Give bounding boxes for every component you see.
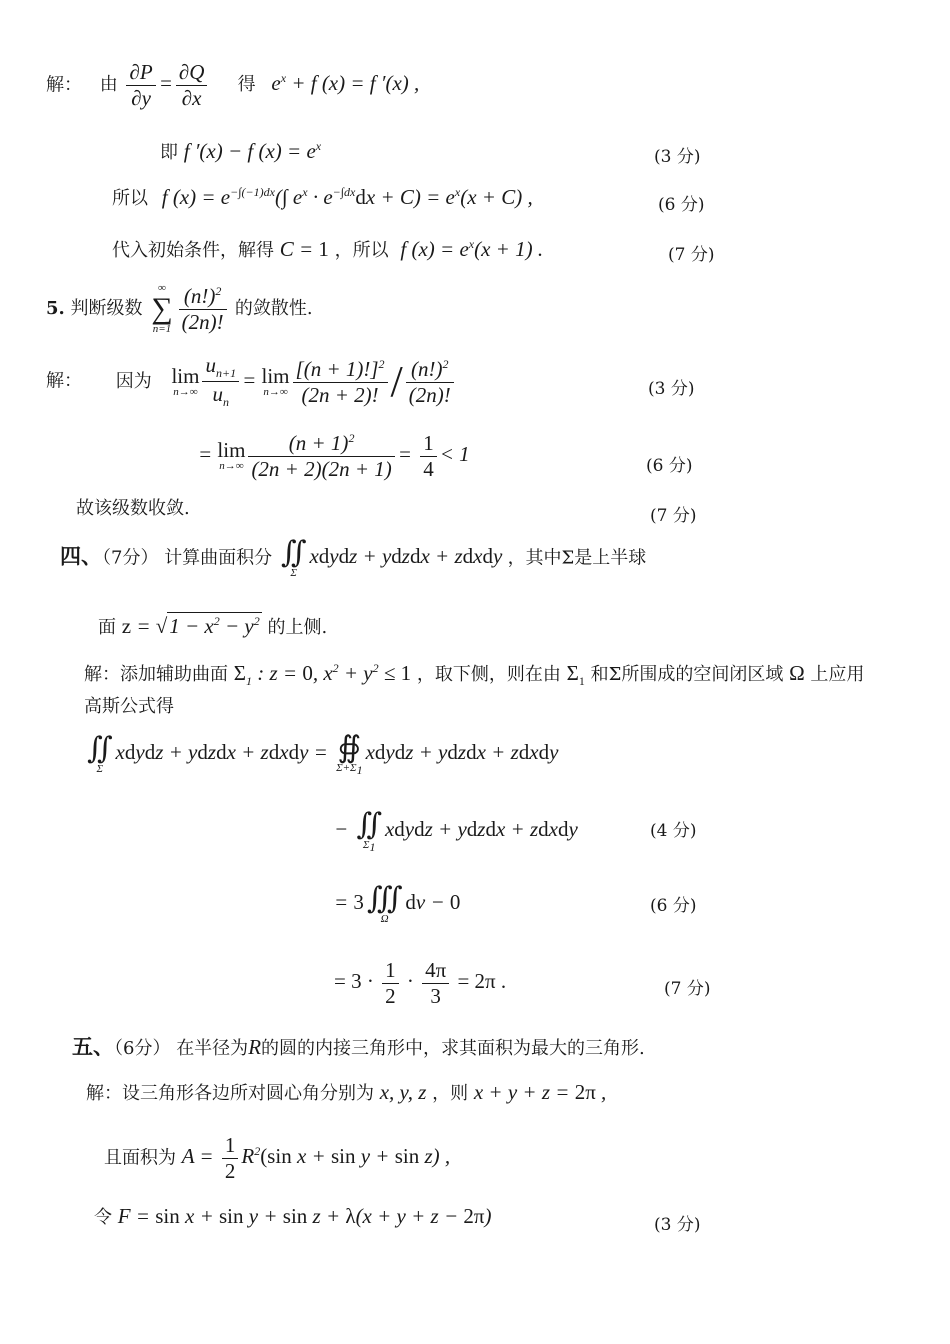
q-five-prompt-text-b: 的圆的内接三角形中，求其面积为最大的三角形.	[261, 1038, 645, 1059]
text-initial-condition: 代入初始条件，解得	[112, 240, 274, 261]
formula-gauss-minus: − ∬ $\Sigma_1$ xdydz + ydzdx + zdxdy	[334, 808, 578, 855]
score-mark: (3 分)	[654, 1215, 701, 1235]
q-five-solution-text-a: 解：设三角形各边所对圆心角分别为	[86, 1083, 374, 1104]
question-heading: 五、	[72, 1034, 114, 1059]
formula-angles: x, y, z	[379, 1080, 427, 1104]
formula-ode-rewritten: f ′(x) − f $(x) = e^x$	[183, 139, 322, 163]
formula-lagrange: F = sin x + sin y + sin z + λ(x + y + z − 2π)	[117, 1204, 492, 1228]
q4-solution-line1	[46, 62, 419, 109]
q5-solution-line2	[198, 432, 470, 480]
score-mark: (7 分)	[650, 506, 697, 526]
q-four-gauss-line2	[334, 810, 578, 853]
formula-angle-sum: x + y + z = 2π ,	[473, 1080, 607, 1104]
formula-c-value: C = 1	[279, 237, 329, 261]
formula-triple-integral: = 3 ∭ Ω dv − 0	[334, 882, 461, 925]
formula-result: = 3 · $\frac{1}{2}$ · $\frac{4\pi}{3}$ = 2π .	[334, 958, 507, 1008]
formula-ode: $e^x + f$ (x) = f ′(x) ,	[271, 71, 420, 96]
formula-ratio-test: lim n→∞ $\frac{u_{n+1}}{u_n}$ = lim n→∞ $\frac{[(n + 1)!]^2}{(2n + 2)!}$ / $\frac{(n!)^2}{(2n)!}$	[171, 368, 456, 392]
text-because: 因为	[115, 370, 152, 392]
question-heading: 四、	[60, 543, 102, 569]
score-mark: (6 分)	[650, 896, 697, 916]
formula-gauss-lhs: ∬ Σ xdydz + ydzdx + zdxdy = ∯ $\Sigma+\Sigma_1$ xdydz + ydzdx + zdxdy	[87, 731, 559, 778]
formula-limit-value: = lim n→∞ $\frac{(n + 1)^2}{(2n + 2)(2n + 1)}$ = $\frac{1}{4}$ < 1	[198, 430, 470, 481]
solution-label: 解：	[46, 370, 82, 392]
score-mark: (6 分)	[646, 456, 693, 476]
score-mark: (7 分)	[668, 245, 715, 265]
q-four-prompt-text-d: 的上侧.	[267, 617, 328, 638]
score-mark: (7 分)	[664, 979, 711, 999]
q4-solution-line2	[160, 140, 321, 162]
q-four-solution-text-d: 上应用	[810, 664, 865, 685]
q4-solution-line4	[112, 238, 543, 260]
q-four-prompt-text-b: ，其中Σ是上半球	[507, 547, 647, 569]
q5-solution-line1	[46, 355, 457, 408]
q-five-solution-line2	[104, 1135, 450, 1182]
q5-prompt-text-a: 判断级数	[70, 297, 143, 319]
text-get: 得	[237, 74, 256, 96]
q-four-solution-text-b: ，取下侧，则在由	[416, 664, 561, 685]
formula-hemisphere: $z = √1 - x^2 - y^2$	[121, 614, 260, 638]
q-four-gauss-line4	[334, 960, 506, 1007]
q-five-prompt-text-a: 在半径为	[176, 1038, 249, 1059]
text-so2: ，所以	[334, 240, 389, 261]
solution-label: 解：	[46, 74, 82, 96]
formula-condition: $\frac{\partial P}{\partial y}$ = $\frac{\partial Q}{\partial x}$	[123, 71, 215, 95]
q-four-prompt-text-c: 面	[98, 617, 116, 638]
q5-conclusion: 故该级数收敛.	[76, 498, 190, 519]
text-ie: 即	[160, 142, 178, 163]
question-points: （7分）	[102, 547, 159, 569]
q-five-solution-line1	[86, 1082, 606, 1103]
q-four-prompt-line2	[98, 612, 327, 637]
q-four-prompt	[60, 538, 646, 579]
text-by: 由	[99, 74, 118, 96]
score-mark: (4 分)	[650, 821, 697, 841]
q-four-prompt-text-a: 计算曲面积分	[164, 547, 273, 569]
formula-sigma1: $\Sigma_1$	[566, 661, 585, 689]
q-five-prompt	[72, 1036, 645, 1058]
q-four-solution-text-a: 解：添加辅助曲面	[84, 664, 228, 685]
score-mark: (6 分)	[658, 195, 705, 215]
question-number: 5	[46, 297, 59, 319]
formula-particular-solution: f $(x) = e^x(x + 1)$ .	[400, 237, 544, 261]
q-five-solution-line3	[94, 1206, 492, 1227]
formula-surface-integral: ∬ Σ xdydz + ydzdx + zdxdy	[280, 536, 508, 579]
formula-omega: Ω	[789, 661, 805, 685]
q-four-gauss-line3	[334, 884, 460, 925]
q-four-solution-text-c: 和Σ所围成的空间闭区域	[590, 664, 784, 685]
q-four-solution-line2: 高斯公式得	[84, 696, 174, 717]
question-points: （6分）	[114, 1038, 171, 1059]
q5-prompt-text-b: 的敛散性.	[234, 297, 313, 319]
formula-general-solution: f $(x) = e^{-\int(-1)dx}(\int$ $e^x \cdot e^{-\int dx}dx + C) = e^x(x + C)$ ,	[161, 185, 533, 209]
q-five-let-text: 令	[94, 1207, 112, 1228]
score-mark: (3 分)	[648, 379, 695, 399]
formula-area: A = $\frac{1}{2}$ $R^2(\sin$ x + sin y + sin z) ,	[181, 1133, 451, 1183]
q-five-area-text: 且面积为	[104, 1147, 176, 1169]
q4-solution-line3	[112, 186, 533, 208]
q-five-solution-text-b: ，则	[432, 1083, 469, 1104]
q5-prompt: 5. 判断级数 ∞ ∑ n=1 $\frac{(n!)^2}{(2n)!}$ 的敛散性.	[46, 282, 313, 335]
formula-aux-surface: $\Sigma_1$ : z = 0, $x^2 + y^2 \le 1$	[233, 661, 412, 689]
formula-series: ∞ ∑ n=1 $\frac{(n!)^2}{(2n)!}$	[148, 295, 235, 319]
score-mark: (3 分)	[654, 147, 701, 167]
text-so: 所以	[112, 188, 148, 209]
q-four-gauss-line1	[84, 733, 558, 776]
formula-radius: R	[248, 1035, 262, 1059]
q-four-solution-line1	[84, 662, 864, 687]
